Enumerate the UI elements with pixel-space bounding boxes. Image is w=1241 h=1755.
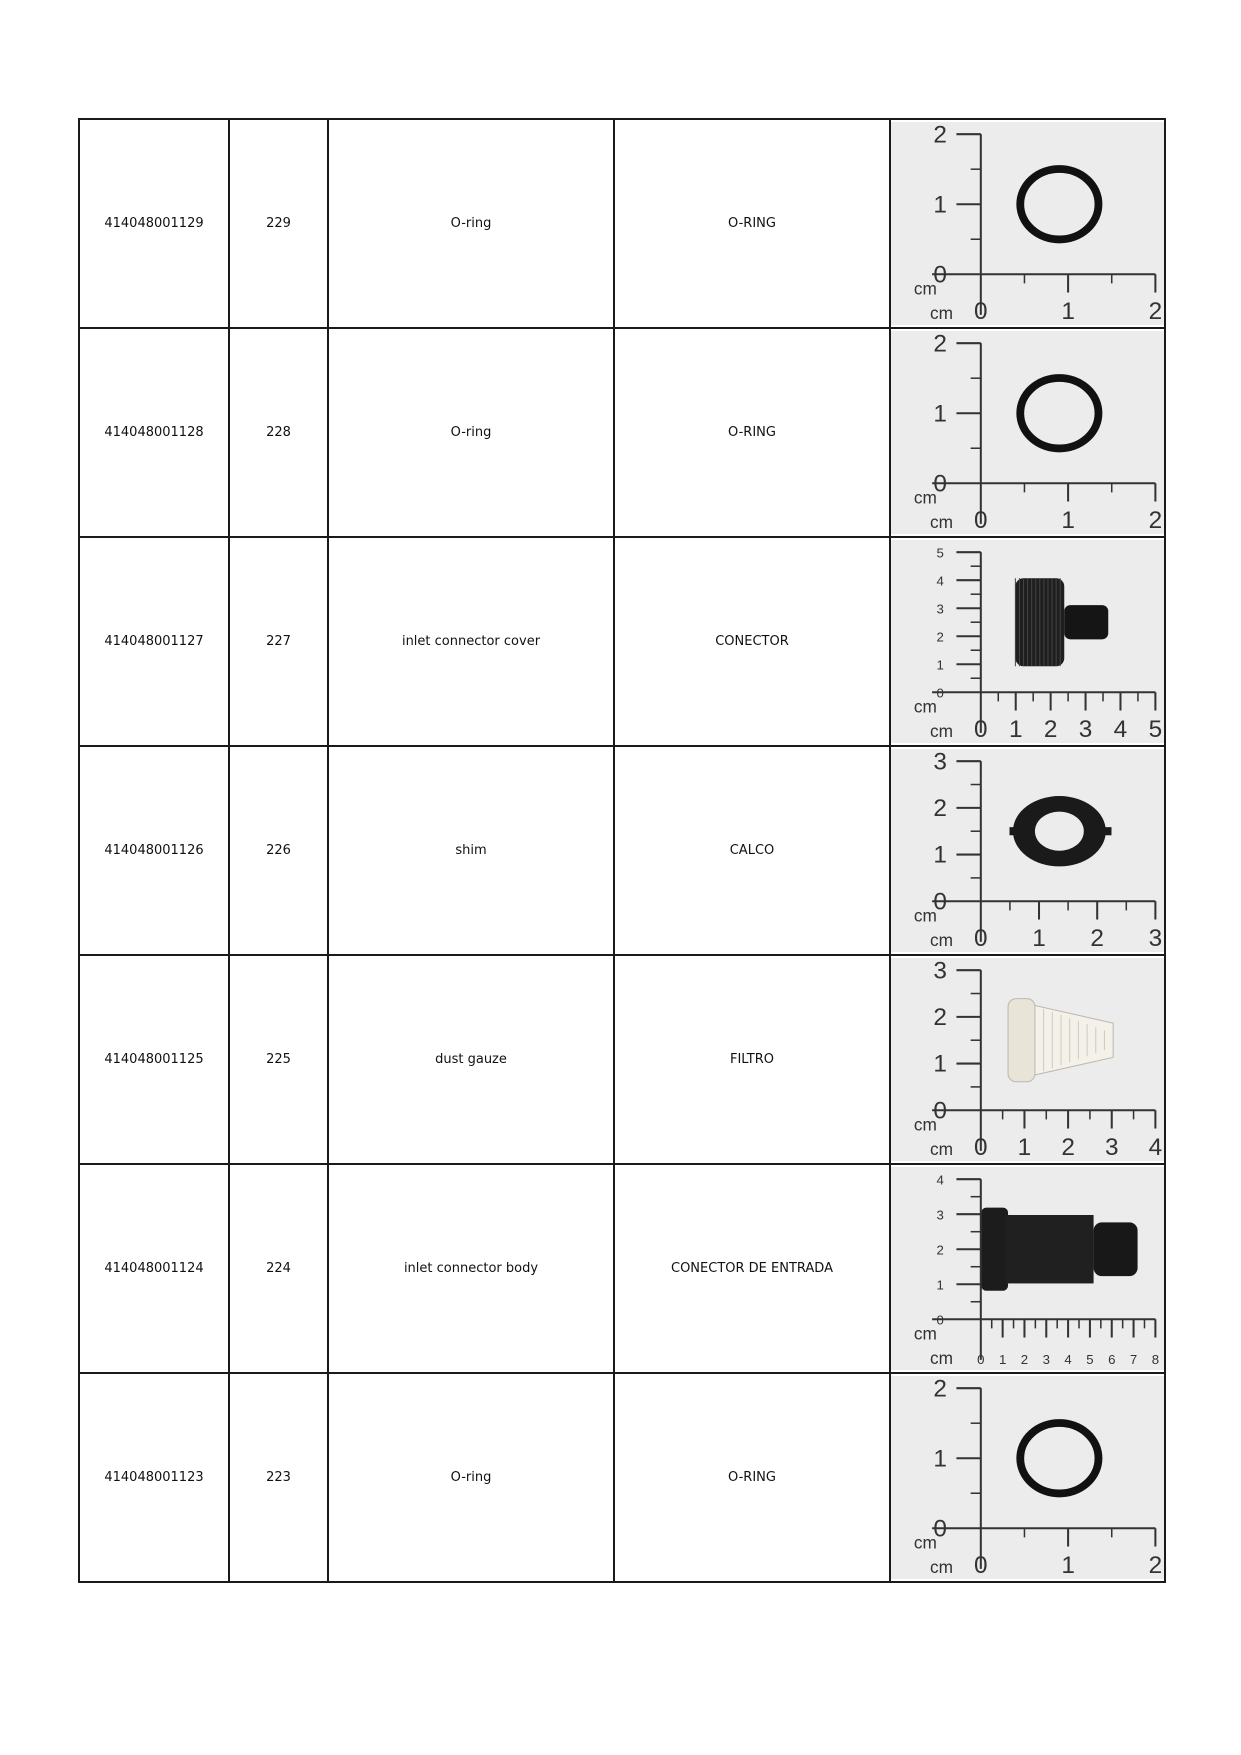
ruler-x-tick-label: 0 bbox=[974, 924, 988, 952]
ruler-unit-label: cm bbox=[930, 302, 954, 323]
table-row bbox=[79, 746, 1165, 955]
part-name-spanish: O-RING bbox=[728, 1470, 776, 1485]
table-row bbox=[79, 119, 1165, 328]
part-photo bbox=[891, 122, 1164, 325]
part-name-spanish: FILTRO bbox=[730, 1052, 774, 1067]
ruler-y-tick-label: 1 bbox=[933, 400, 947, 428]
ruler-y-tick-label: 2 bbox=[933, 794, 947, 822]
part-photo-cell bbox=[890, 328, 1165, 537]
part-name-spanish: O-RING bbox=[728, 425, 776, 440]
ruler-y-tick-label: 1 bbox=[933, 1050, 947, 1078]
part-photo-cell bbox=[890, 119, 1165, 328]
ruler-unit-label: cm bbox=[930, 1138, 954, 1159]
table-row bbox=[79, 328, 1165, 537]
ruler-x-tick-label: 3 bbox=[1078, 715, 1093, 743]
ruler-y-tick-label: 3 bbox=[933, 958, 947, 985]
ruler-x-tick-label: 0 bbox=[974, 297, 988, 325]
part-ref-number: 223 bbox=[266, 1470, 291, 1485]
part-code: 414048001129 bbox=[104, 216, 204, 231]
ruler-y-tick-label: 3 bbox=[936, 601, 944, 617]
part-photo bbox=[891, 540, 1164, 743]
part-name-english-cell bbox=[328, 1373, 614, 1582]
part-code-cell bbox=[79, 537, 229, 746]
part-ref-number: 224 bbox=[266, 1261, 291, 1276]
part-ref-number-cell bbox=[229, 537, 328, 746]
part-code-cell bbox=[79, 119, 229, 328]
ruler-y-tick-label: 3 bbox=[933, 749, 947, 776]
table-row bbox=[79, 1164, 1165, 1373]
ruler-unit-label: cm bbox=[930, 511, 954, 532]
part-ref-number-cell bbox=[229, 955, 328, 1164]
ruler-unit-label: cm bbox=[930, 1347, 954, 1368]
ruler-x-tick-label: 4 bbox=[1064, 1351, 1072, 1367]
ruler-x-tick-label: 1 bbox=[1032, 924, 1046, 952]
part-code-cell bbox=[79, 746, 229, 955]
ruler-x-tick-label: 2 bbox=[1020, 1351, 1029, 1367]
ruler-y-tick-label: 1 bbox=[936, 1277, 944, 1293]
ruler-unit-label: cm bbox=[930, 929, 954, 950]
part-code: 414048001126 bbox=[104, 843, 204, 858]
ruler-y-tick-label: 2 bbox=[933, 331, 947, 358]
ruler-y-tick-label: 5 bbox=[936, 545, 944, 561]
ruler-y-tick-label: 2 bbox=[933, 122, 947, 149]
part-name-english: O-ring bbox=[450, 425, 492, 440]
parts-table bbox=[78, 118, 1166, 1583]
ruler-x-tick-label: 1 bbox=[1061, 297, 1075, 325]
part-photo bbox=[891, 1167, 1164, 1370]
ruler-unit-label: cm bbox=[930, 720, 954, 741]
ruler-y-tick-label: 4 bbox=[936, 1172, 944, 1188]
part-name-spanish-cell bbox=[614, 537, 890, 746]
ruler-y-tick-label: 1 bbox=[933, 191, 947, 219]
ruler-x-tick-label: 3 bbox=[1042, 1351, 1050, 1367]
ruler-y-tick-label: 0 bbox=[936, 685, 944, 701]
ruler-x-tick-label: 0 bbox=[974, 506, 988, 534]
part-ref-number-cell bbox=[229, 119, 328, 328]
part-photo bbox=[891, 1376, 1164, 1579]
part-name-spanish: CALCO bbox=[729, 843, 775, 858]
part-code: 414048001123 bbox=[104, 1470, 204, 1485]
part-code-cell bbox=[79, 955, 229, 1164]
parts-table-body bbox=[79, 119, 1165, 1582]
part-code: 414048001127 bbox=[104, 634, 204, 649]
ruler-unit-label: cm bbox=[913, 696, 937, 717]
ruler-x-tick-label: 1 bbox=[1061, 506, 1075, 534]
ruler-y-tick-label: 0 bbox=[936, 1312, 944, 1328]
ruler-x-tick-label: 1 bbox=[1008, 715, 1023, 743]
ruler-y-tick-label: 4 bbox=[936, 573, 944, 589]
ruler-y-tick-label: 1 bbox=[933, 1445, 947, 1473]
part-name-english: shim bbox=[455, 843, 487, 858]
ruler-y-tick-label: 1 bbox=[933, 841, 947, 869]
part-name-english-cell bbox=[328, 955, 614, 1164]
ruler-x-tick-label: 1 bbox=[998, 1351, 1007, 1367]
table-row bbox=[79, 955, 1165, 1164]
ruler-unit-label: cm bbox=[913, 1323, 937, 1344]
ruler-x-tick-label: 6 bbox=[1108, 1351, 1116, 1367]
part-ref-number: 229 bbox=[266, 216, 291, 231]
part-name-english-cell bbox=[328, 746, 614, 955]
part-name-spanish: CONECTOR DE ENTRADA bbox=[671, 1261, 833, 1276]
part-code: 414048001124 bbox=[104, 1261, 204, 1276]
ruler-unit-label: cm bbox=[913, 1532, 937, 1553]
part-name-english-cell bbox=[328, 537, 614, 746]
part-name-spanish: O-RING bbox=[728, 216, 776, 231]
part-photo bbox=[891, 331, 1164, 534]
ruler-y-tick-label: 2 bbox=[936, 629, 944, 645]
part-name-spanish: CONECTOR bbox=[715, 634, 789, 649]
ruler-y-tick-label: 0 bbox=[933, 470, 947, 498]
part-name-spanish-cell bbox=[614, 328, 890, 537]
part-ref-number-cell bbox=[229, 328, 328, 537]
part-code-cell bbox=[79, 1164, 229, 1373]
ruler-x-tick-label: 0 bbox=[974, 715, 988, 743]
part-photo-cell bbox=[890, 955, 1165, 1164]
part-code-cell bbox=[79, 1373, 229, 1582]
part-name-english-cell bbox=[328, 1164, 614, 1373]
part-ref-number: 228 bbox=[266, 425, 291, 440]
ruler-x-tick-label: 4 bbox=[1113, 715, 1128, 743]
ruler-x-tick-label: 1 bbox=[1061, 1551, 1075, 1579]
part-ref-number: 225 bbox=[266, 1052, 291, 1067]
part-photo-cell bbox=[890, 1164, 1165, 1373]
part-photo bbox=[891, 749, 1164, 952]
part-name-english-cell bbox=[328, 328, 614, 537]
ruler-y-tick-label: 2 bbox=[936, 1242, 944, 1258]
part-photo-cell bbox=[890, 537, 1165, 746]
ruler-y-tick-label: 0 bbox=[933, 888, 947, 916]
ruler-x-tick-label: 3 bbox=[1104, 1133, 1119, 1161]
part-ref-number: 226 bbox=[266, 843, 291, 858]
part-photo-cell bbox=[890, 746, 1165, 955]
ruler-y-tick-label: 0 bbox=[933, 261, 947, 289]
part-name-english: O-ring bbox=[450, 1470, 492, 1485]
ruler-x-tick-label: 2 bbox=[1043, 715, 1058, 743]
ruler-x-tick-label: 0 bbox=[977, 1351, 985, 1367]
ruler-x-tick-label: 0 bbox=[974, 1551, 988, 1579]
part-code-cell bbox=[79, 328, 229, 537]
ruler-y-tick-label: 2 bbox=[933, 1376, 947, 1403]
part-name-spanish-cell bbox=[614, 119, 890, 328]
part-name-spanish-cell bbox=[614, 1373, 890, 1582]
ruler-y-tick-label: 1 bbox=[936, 657, 944, 673]
ruler-x-tick-label: 0 bbox=[974, 1133, 988, 1161]
part-name-english: dust gauze bbox=[435, 1052, 507, 1067]
ruler-y-tick-label: 0 bbox=[933, 1097, 947, 1125]
ruler-x-tick-label: 4 bbox=[1148, 1133, 1163, 1161]
table-row bbox=[79, 1373, 1165, 1582]
ruler-x-tick-label: 5 bbox=[1148, 715, 1163, 743]
part-ref-number-cell bbox=[229, 1164, 328, 1373]
ruler-unit-label: cm bbox=[913, 1114, 937, 1135]
part-name-english-cell bbox=[328, 119, 614, 328]
ruler-x-tick-label: 8 bbox=[1151, 1351, 1160, 1367]
part-photo-cell bbox=[890, 1373, 1165, 1582]
part-ref-number: 227 bbox=[266, 634, 291, 649]
part-name-english: inlet connector body bbox=[403, 1261, 539, 1276]
ruler-x-tick-label: 5 bbox=[1086, 1351, 1094, 1367]
ruler-y-tick-label: 2 bbox=[933, 1003, 947, 1031]
ruler-x-tick-label: 2 bbox=[1090, 924, 1104, 952]
ruler-x-tick-label: 7 bbox=[1129, 1351, 1138, 1367]
part-name-english: O-ring bbox=[450, 216, 492, 231]
ruler-x-tick-label: 2 bbox=[1148, 1551, 1163, 1579]
part-code: 414048001125 bbox=[104, 1052, 204, 1067]
table-row bbox=[79, 537, 1165, 746]
ruler-x-tick-label: 2 bbox=[1061, 1133, 1075, 1161]
ruler-y-tick-label: 0 bbox=[933, 1515, 947, 1543]
ruler-unit-label: cm bbox=[913, 905, 937, 926]
ruler-unit-label: cm bbox=[913, 278, 937, 299]
part-ref-number-cell bbox=[229, 746, 328, 955]
ruler-y-tick-label: 3 bbox=[936, 1207, 944, 1223]
part-code: 414048001128 bbox=[104, 425, 204, 440]
part-name-english: inlet connector cover bbox=[401, 634, 541, 649]
ruler-x-tick-label: 1 bbox=[1017, 1133, 1032, 1161]
part-ref-number-cell bbox=[229, 1373, 328, 1582]
ruler-x-tick-label: 2 bbox=[1148, 297, 1163, 325]
part-name-spanish-cell bbox=[614, 1164, 890, 1373]
ruler-unit-label: cm bbox=[913, 487, 937, 508]
part-photo bbox=[891, 958, 1164, 1161]
part-name-spanish-cell bbox=[614, 746, 890, 955]
ruler-x-tick-label: 2 bbox=[1148, 506, 1163, 534]
ruler-x-tick-label: 3 bbox=[1148, 924, 1163, 952]
part-name-spanish-cell bbox=[614, 955, 890, 1164]
ruler-unit-label: cm bbox=[930, 1556, 954, 1577]
